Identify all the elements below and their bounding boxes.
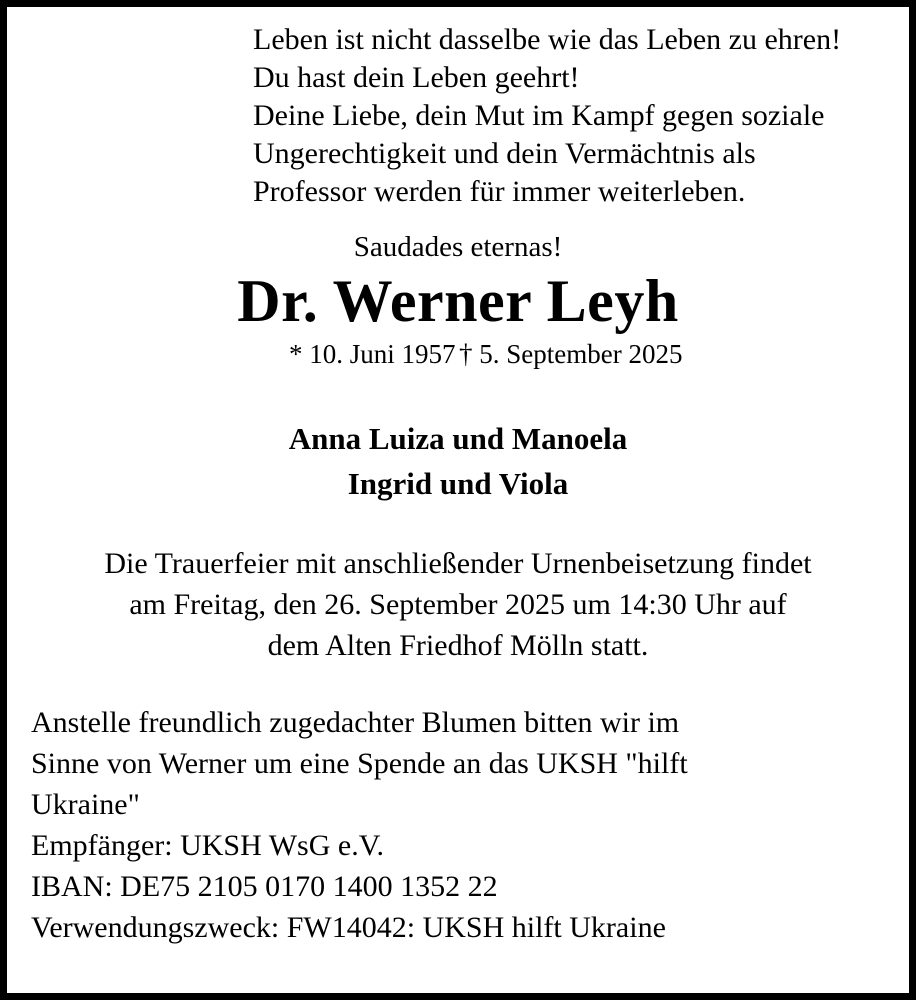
donation-line: Anstelle freundlich zugedachter Blumen bitten wir im: [31, 706, 680, 739]
memorial-verse: [24, 7, 892, 211]
death-date: † 5. September 2025: [459, 339, 683, 369]
verse-line: Du hast dein Leben geehrt!: [253, 61, 580, 94]
donation-iban: IBAN: DE75 2105 0170 1400 1352 22: [31, 870, 498, 903]
ceremony-line: am Freitag, den 26. September 2025 um 14:30 Uhr auf: [129, 588, 787, 621]
ceremony-line: dem Alten Friedhof Mölln statt.: [267, 629, 649, 662]
birth-date: * 10. Juni 1957: [289, 339, 456, 369]
family-line: Ingrid und Viola: [347, 466, 569, 501]
verse-line: Ungerechtigkeit und dein Vermächtnis als: [253, 137, 756, 170]
notice-inner: [7, 7, 909, 993]
donation-line: Sinne von Werner um eine Spende an das UKSH "hilft: [31, 747, 688, 780]
donation-details: [24, 666, 892, 948]
deceased-name: Dr. Werner Leyh: [237, 268, 679, 334]
family-line: Anna Luiza und Manoela: [288, 421, 628, 456]
ceremony-line: Die Trauerfeier mit anschließender Urnenbeisetzung findet: [104, 547, 812, 580]
verse-line: Deine Liebe, dein Mut im Kampf gegen soziale: [253, 99, 825, 132]
farewell-line: Saudades eternas!: [353, 231, 563, 263]
ceremony-details: [24, 506, 892, 666]
donation-line: Ukraine": [31, 788, 140, 821]
donation-reference: Verwendungszweck: FW14042: UKSH hilft Ukraine: [31, 911, 666, 944]
life-dates: [24, 334, 892, 370]
donation-recipient: Empfänger: UKSH WsG e.V.: [31, 829, 385, 862]
verse-line: Professor werden für immer weiterleben.: [253, 175, 746, 208]
family-names: [24, 370, 892, 506]
verse-line: Leben ist nicht dasselbe wie das Leben zu ehren!: [253, 23, 842, 56]
